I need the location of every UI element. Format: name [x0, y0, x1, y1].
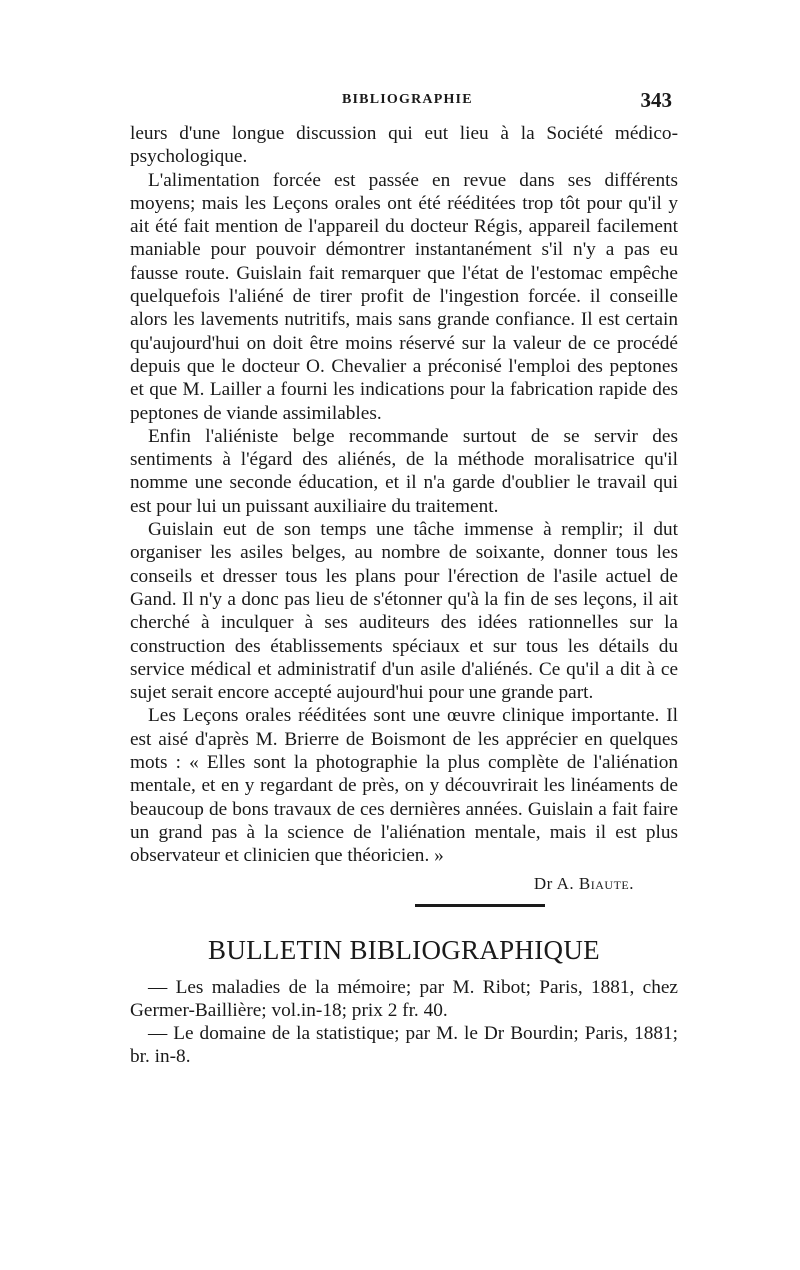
bulletin-entry-1: — Les maladies de la mémoire; par M. Ribot; Paris, 1881, chez Germer-Baillière; vol.in-18; prix 2 fr. 40.: [130, 976, 678, 1021]
paragraph-3: Enfin l'aliéniste belge recommande surtout de se servir des sentiments à l'égard des aliénés, de la méthode moralisatrice qu'il nomme une seconde éducation, et il n'a garde d'oublier le travail qui est pour lui un puissant auxiliaire du traitement.: [130, 425, 678, 517]
book-page: [130, 88, 678, 1069]
running-title: BIBLIOGRAPHIE: [342, 92, 473, 107]
bulletin-entry-2: — Le domaine de la statistique; par M. le Dr Bourdin; Paris, 1881; br. in-8.: [130, 1023, 678, 1068]
paragraph-2: L'alimentation forcée est passée en revue dans ses différents moyens; mais les Leçons orales ont été rééditées trop tôt pour qu'il y ait été fait mention de l'appareil du docteur Régis, appareil facilement maniable pour pouvoir démontrer instantanément s'il n'y a pas eu fausse route. Guislain fait remarquer que l'état de l'estomac empêche quelquefois l'aliéné de tirer profit de l'ingestion forcée. il conseille alors les lavements nutritifs, mais sans grande confiance. Il est certain qu'aujourd'hui on doit être moins réservé sur la valeur de ce procédé depuis que le docteur O. Chevalier a préconisé l'emploi des peptones et que M. Lailler a fourni les indications pour la fabrication rapide des peptones de viande assimilables.: [130, 169, 678, 424]
review-text: [130, 122, 678, 868]
page-number: 343: [640, 88, 672, 112]
bulletin-list: [130, 976, 678, 1069]
signature-name: Biaute.: [578, 873, 634, 893]
paragraph-4: Guislain eut de son temps une tâche immense à remplir; il dut organiser les asiles belges, au nombre de soixante, donner tous les conseils et dresser tous les plans pour l'érection de l'asile actuel de Gand. Il n'y a donc pas lieu de s'étonner qu'à la fin de ses leçons, il ait cherché à inculquer à ses auditeurs des idées rationnelles sur la construction des établissements spéciaux et sur tous les détails du service médical et administratif d'un asile d'aliénés. Ce qu'il a dit à ce sujet serait encore accepté aujourd'hui pour une grande part.: [130, 519, 678, 704]
section-divider: [415, 904, 545, 907]
signature-prefix: Dr A.: [533, 873, 575, 893]
paragraph-5: Les Leçons orales rééditées sont une œuvre clinique importante. Il est aisé d'après M. Brierre de Boismont de les apprécier en quelques mots : « Elles sont la photographie la plus complète de l'aliénation mentale, et en y regardant de près, on y découvrirait les linéaments de beaucoup de bons travaux de ces dernières années. Guislain a fait faire un grand pas à la science de l'aliénation mentale, mais il est plus observateur et clinicien que théoricien. »: [130, 705, 678, 867]
section-title: BULLETIN BIBLIOGRAPHIQUE: [208, 934, 600, 965]
paragraph-1: leurs d'une longue discussion qui eut lieu à la Société médico-psychologique.: [130, 123, 678, 168]
running-head: [130, 88, 678, 118]
author-signature: [130, 874, 634, 894]
